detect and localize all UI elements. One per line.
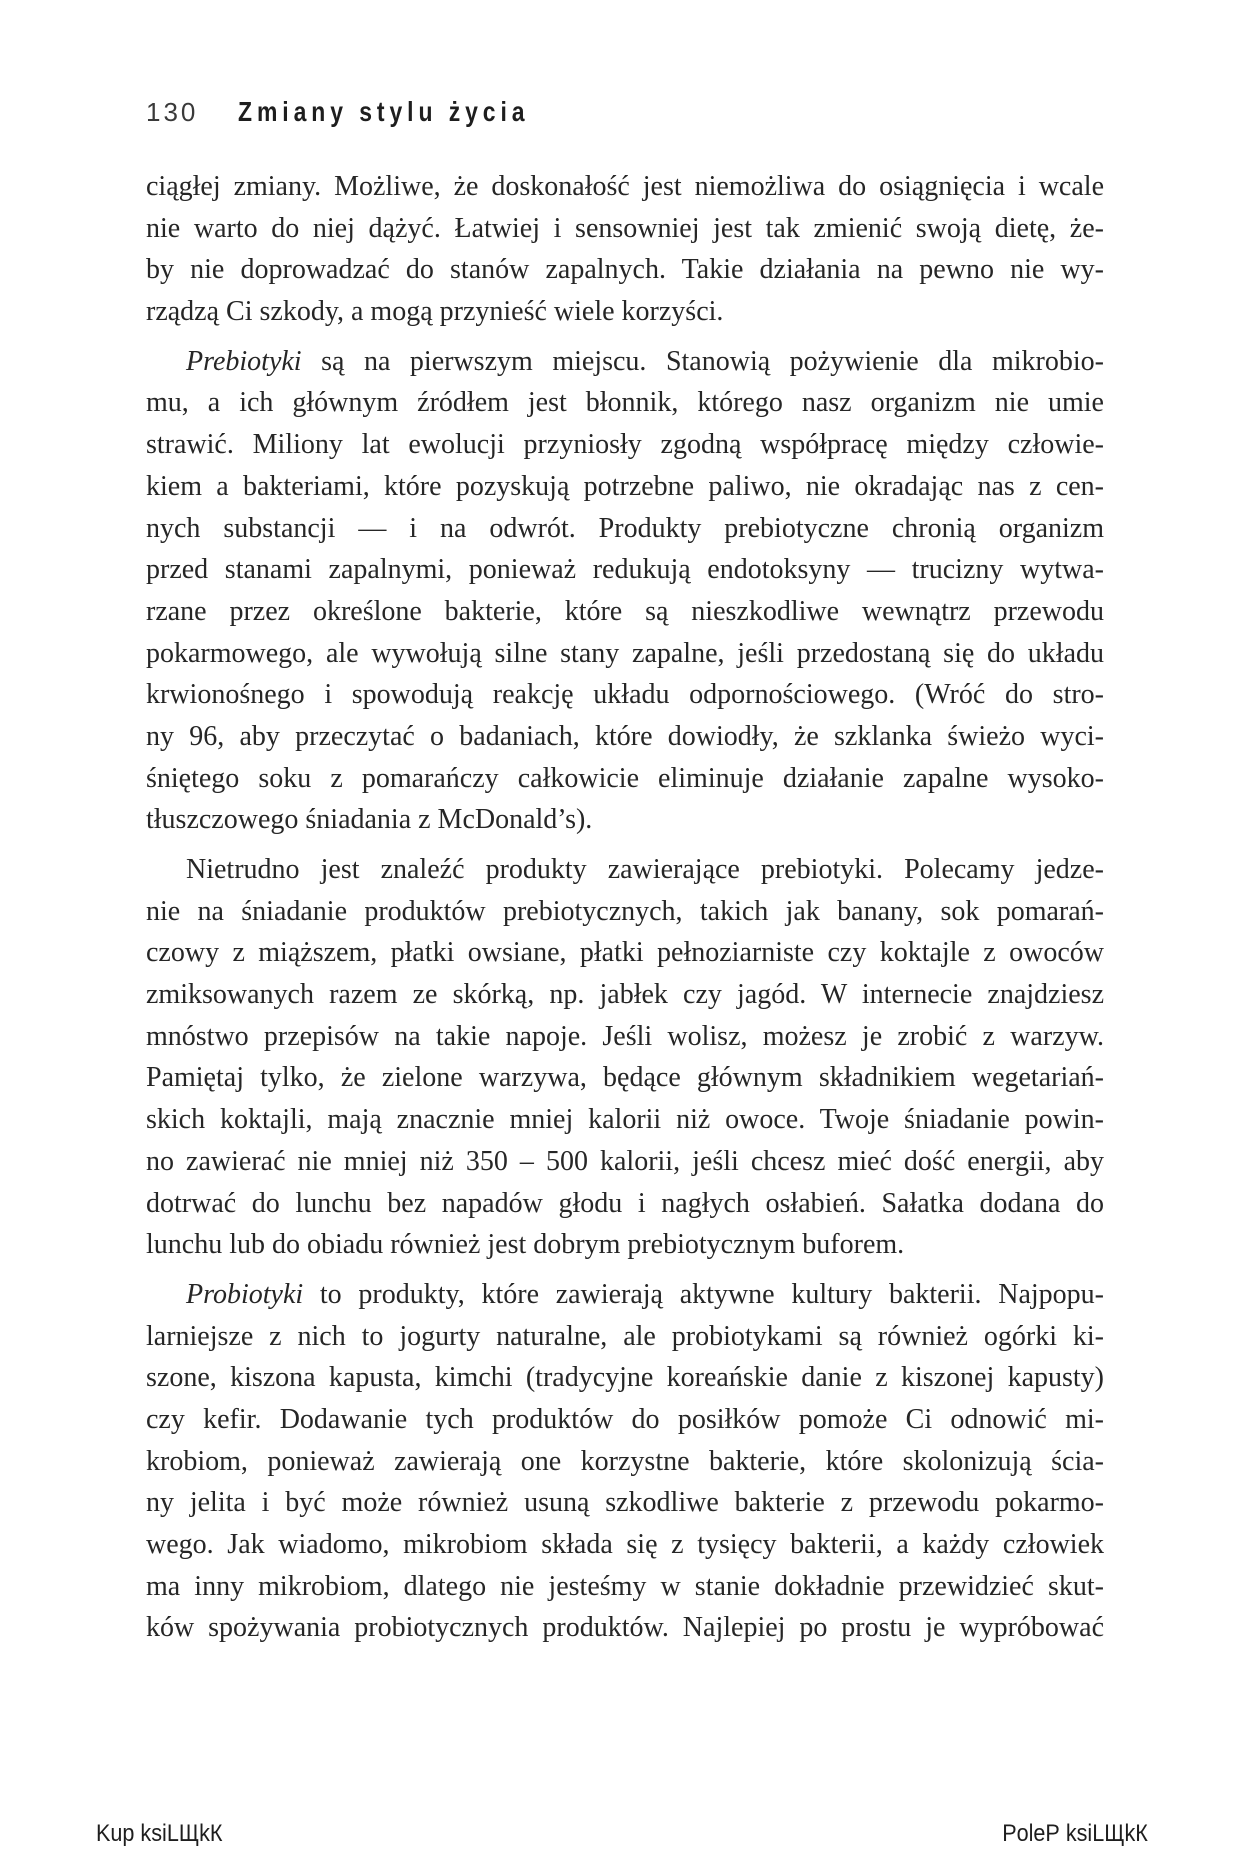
text-line: wego. Jak wiadomo, mikrobiom składa się z tysięcy bakterii, a każdy człowiek	[146, 1529, 1104, 1560]
text-line: pokarmowego, ale wywołują silne stany zapalne, jeśli przedostaną się do układu	[146, 637, 1104, 669]
text-line: ków spożywania probiotycznych produktów. Najlepiej po prostu je wypróbować	[146, 1612, 1104, 1644]
term-prebiotyki: Prebiotyki	[186, 345, 302, 377]
text-line: ciągłej zmiany. Możliwe, że doskonałość jest niemożliwa do osiągnięcia i wcale	[146, 171, 1104, 202]
text-line: nie na śniadanie produktów prebiotycznych, takich jak banany, sok pomarań-	[146, 895, 1104, 927]
running-title: Zmiany stylu życia	[238, 96, 530, 127]
text-line: mu, a ich głównym źródłem jest błonnik, którego nasz organizm nie umie	[146, 387, 1104, 419]
text-line: ny jelita i być może również usuną szkodliwe bakterie z przewodu pokarmo-	[146, 1487, 1104, 1519]
text-line: nie warto do niej dążyć. Łatwiej i sensowniej jest tak zmienić swoją dietę, że-	[146, 212, 1104, 244]
text-line: lunchu lub do obiadu również jest dobrym prebiotycznym buforem.	[146, 1229, 905, 1261]
term-probiotyki: Probiotyki	[186, 1278, 304, 1310]
text-line: krwionośnego i spowodują reakcję układu odpornościowego. (Wróć do stro-	[146, 679, 1104, 711]
text-line: śniętego soku z pomarańczy całkowicie eliminuje działanie zapalne wysoko-	[146, 762, 1104, 794]
text-line	[146, 341, 1104, 383]
buy-book-link[interactable]: Kup ksiLЩkК	[96, 1820, 223, 1847]
text-line: larniejsze z nich to jogurty naturalne, ale probiotykami są również ogórki ki-	[146, 1320, 1104, 1352]
text-line	[146, 1274, 1104, 1316]
text-line: by nie doprowadzać do stanów zapalnych. Takie działania na pewno nie wy-	[146, 254, 1104, 286]
text-line: dotrwać do lunchu bez napadów głodu i nagłych osłabień. Sałatka dodana do	[146, 1187, 1104, 1219]
text-line: kiem a bakteriami, które pozyskują potrzebne paliwo, nie okradając nas z cen-	[146, 470, 1104, 502]
text-line: skich koktajli, mają znacznie mniej kalorii niż owoce. Twoje śniadanie powin-	[146, 1104, 1104, 1136]
text-fragment: to produkty, które zawierają aktywne kultury bakterii. Najpopu-	[303, 1278, 1104, 1310]
text-fragment: są na pierwszym miejscu. Stanowią pożywienie dla mikrobio-	[301, 345, 1104, 377]
text-line: no zawierać nie mniej niż 350 – 500 kalorii, jeśli chcesz mieć dość energii, aby	[146, 1145, 1104, 1177]
text-line: ma inny mikrobiom, dlatego nie jesteśmy w stanie dokładnie przewidzieć skut-	[146, 1570, 1104, 1602]
page-number: 130	[146, 97, 199, 127]
paragraph-1	[146, 166, 1104, 333]
text-line: nych substancji — i na odwrót. Produkty prebiotyczne chronią organizm	[146, 512, 1104, 544]
text-line: rzane przez określone bakterie, które są nieszkodliwe wewnątrz przewodu	[146, 595, 1104, 627]
text-line: Pamiętaj tylko, że zielone warzywa, będące głównym składnikiem wegetariań-	[146, 1062, 1104, 1094]
text-line: przed stanami zapalnymi, ponieważ redukują endotoksyny — trucizny wytwa-	[146, 554, 1104, 586]
page-header	[146, 96, 594, 128]
text-line: krobiom, ponieważ zawierają one korzystne bakterie, które skolonizują ścia-	[146, 1445, 1104, 1477]
text-line: strawić. Miliony lat ewolucji przyniosły zgodną współpracę między człowie-	[146, 429, 1104, 461]
text-line: zmiksowanych razem ze skórką, np. jabłek czy jagód. W internecie znajdziesz	[146, 979, 1104, 1011]
body-text	[146, 166, 1104, 1649]
paragraph-3	[146, 849, 1104, 1266]
text-line: mnóstwo przepisów na takie napoje. Jeśli wolisz, możesz je zrobić z warzyw.	[146, 1020, 1104, 1052]
paragraph-2	[146, 341, 1104, 841]
recommend-book-link[interactable]: PoleР ksiLЩkК	[1002, 1820, 1148, 1847]
text-line: rządzą Ci szkody, a mogą przynieść wiele korzyści.	[146, 296, 724, 328]
text-line: Nietrudno jest znaleźć produkty zawierające prebiotyki. Polecamy jedze-	[186, 854, 1104, 885]
text-line: tłuszczowego śniadania z McDonald’s).	[146, 804, 593, 836]
text-line: czy kefir. Dodawanie tych produktów do posiłków pomoże Ci odnowić mi-	[146, 1403, 1104, 1435]
text-line: szone, kiszona kapusta, kimchi (tradycyjne koreańskie danie z kiszonej kapusty)	[146, 1362, 1104, 1394]
text-line: ny 96, aby przeczytać o badaniach, które dowiodły, że szklanka świeżo wyci-	[146, 720, 1104, 752]
paragraph-4	[146, 1274, 1104, 1649]
text-line: czowy z miąższem, płatki owsiane, płatki pełnoziarniste czy koktajle z owoców	[146, 937, 1104, 969]
